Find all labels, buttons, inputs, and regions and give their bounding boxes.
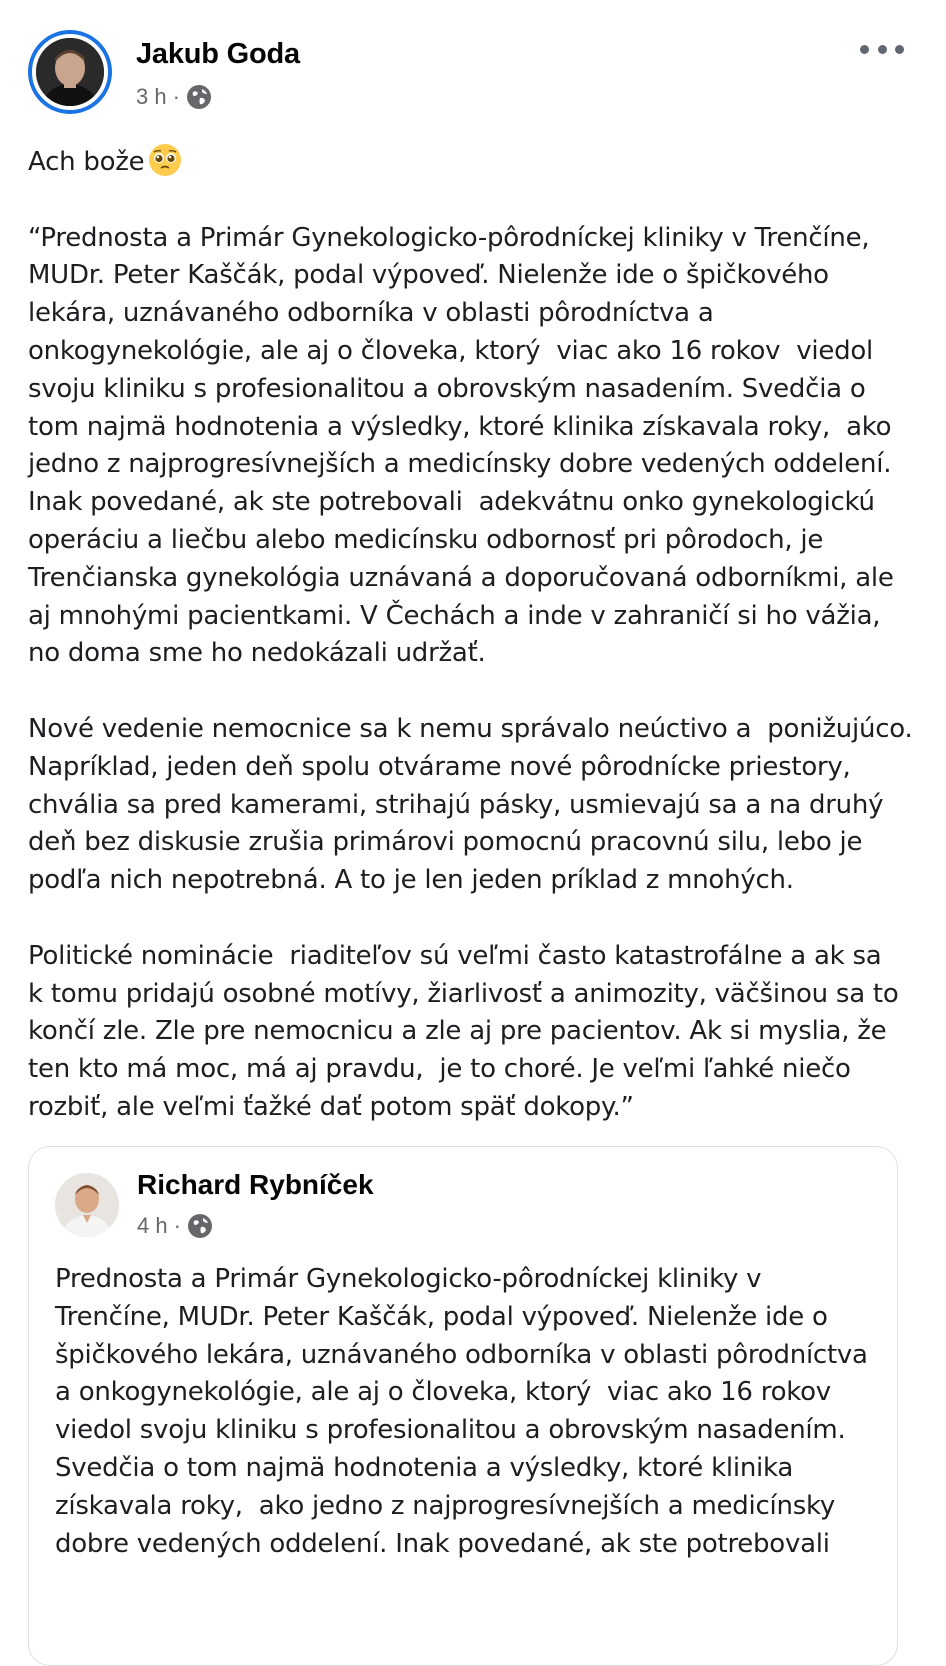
- shared-author-avatar[interactable]: [55, 1173, 119, 1237]
- shared-post-text: Prednosta a Primár Gynekologicko-pôrodníckej kliniky v Trenčíne, MUDr. Peter Kaščák, podal výpoveď. Nielenže ide o špičkového lekára, uznávaného odborníka v oblasti pôrodníctva a onkogynekológie, ale aj o človeka, ktorý viac ako 16 rokov viedol svoju kliniku s profesionalitou a obrovským nasadením. Svedčia o tom najmä hodnotenia a výsledky, ktoré klinika získavala roky, ako jedno z najprogresívnejších a medicínsky dobre vedených oddelení. Inak povedané, ak ste potrebovali: [55, 1264, 868, 1559]
- post-time[interactable]: 3 h: [136, 84, 167, 109]
- meta-separator: ·: [172, 84, 180, 109]
- more-options-icon[interactable]: [860, 36, 904, 62]
- more-dot: [895, 45, 904, 54]
- post-body: [28, 143, 918, 1165]
- shared-post-time[interactable]: 4 h: [137, 1213, 168, 1238]
- post-paragraph: Politické nominácie riaditeľov sú veľmi často katastrofálne a ak sa k tomu pridajú osobné motívy, žiarlivosť a animozity, väčšinou sa to končí zle. Zle pre nemocnicu a zle aj pre pacientov. Ak si myslia, že ten kto má moc, má aj pravdu, je to choré. Je veľmi ľahké niečo rozbiť, ale veľmi ťažké dať potom späť dokopy.”: [28, 940, 899, 1122]
- post-meta: [136, 82, 212, 112]
- post-paragraph: Nové vedenie nemocnice sa k nemu správalo neúctivo a ponižujúco. Napríklad, jeden deň spolu otvárame nové pôrodnícke priestory, chvália sa pred kamerami, strihajú pásky, usmievajú sa a na druhý deň bez diskusie zrušia primárovi pomocnú pracovnú silu, lebo je podľa nich nepotrebná. A to je len jeden príklad z mnohých.: [28, 713, 913, 896]
- shared-post-card[interactable]: [28, 1146, 898, 1666]
- meta-separator: ·: [173, 1213, 181, 1238]
- more-dot: [860, 45, 869, 54]
- post-intro: [28, 143, 918, 182]
- author-name[interactable]: Jakub Goda: [136, 38, 300, 70]
- author-avatar-photo: [36, 38, 104, 106]
- post-intro-text: Ach bože: [28, 147, 145, 177]
- shared-author-name[interactable]: Richard Rybníček: [137, 1169, 374, 1200]
- pleading-face-emoji: [148, 143, 182, 177]
- more-dot: [878, 45, 887, 54]
- shared-post-meta: [137, 1211, 213, 1241]
- author-avatar[interactable]: [28, 30, 112, 114]
- post-header: [28, 30, 918, 120]
- globe-icon[interactable]: [187, 1213, 213, 1239]
- post-paragraph: “Prednosta a Primár Gynekologicko-pôrodníckej kliniky v Trenčíne, MUDr. Peter Kaščák, podal výpoveď. Nielenže ide o špičkového lekára, uznávaného odborníka v oblasti pôrodníctva a onkogynekológie, ale aj o človeka, ktorý viac ako 16 rokov viedol svoju kliniku s profesionalitou a obrovským nasadením. Svedčia o tom najmä hodnotenia a výsledky, ktoré klinika získavala roky, ako jedno z najprogresívnejších a medicínsky dobre vedených oddelení. Inak povedané, ak ste potrebovali adekvátnu onko gynekologickú operáciu a liečbu alebo medicínsku odbornosť pri pôrodoch, je Trenčianska gynekológia uznávaná a doporučovaná odborníkmi, ale aj mnohými pacientkami. V Čechách a inde v zahraničí si ho vážia, no doma sme ho nedokázali udržať.: [28, 222, 894, 669]
- globe-icon[interactable]: [186, 84, 212, 110]
